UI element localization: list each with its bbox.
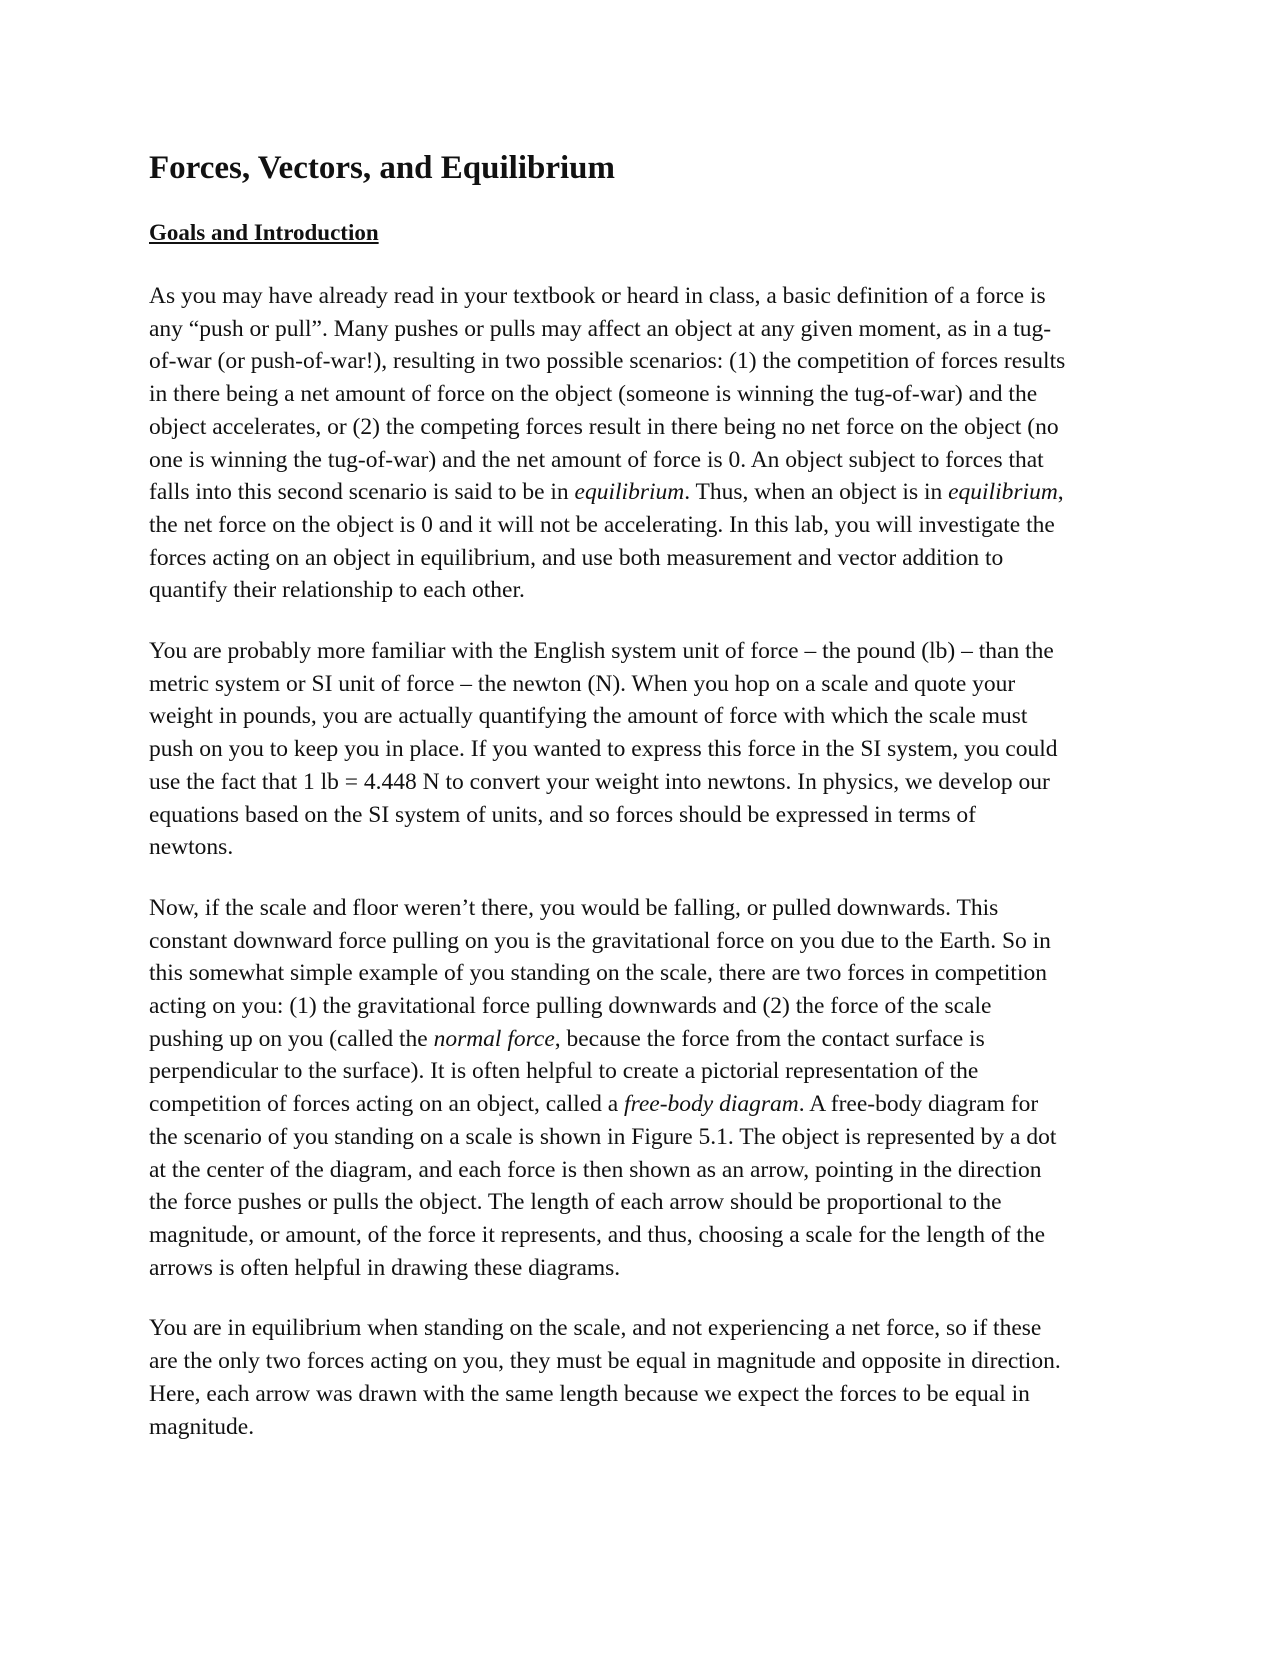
text-line: equations based on the SI system of units, and so forces should be expressed in terms of [149, 801, 976, 828]
emphasized-term: normal force [433, 1025, 555, 1052]
paragraph [149, 635, 1139, 864]
text-line: forces acting on an object in equilibrium, and use both measurement and vector addition to [149, 544, 1004, 571]
text-line: the force pushes or pulls the object. The length of each arrow should be proportional to the [149, 1189, 1002, 1216]
text-line: any “push or pull”. Many pushes or pulls may affect an object at any given moment, as in a tug- [149, 315, 1052, 342]
text-line: the net force on the object is 0 and it will not be accelerating. In this lab, you will investigate the [149, 511, 1055, 538]
text-line: Now, if the scale and floor weren’t there, you would be falling, or pulled downwards. This [149, 894, 999, 921]
text-line: one is winning the tug-of-war) and the net amount of force is 0. An object subject to forces that [149, 446, 1044, 473]
text-line: at the center of the diagram, and each force is then shown as an arrow, pointing in the direction [149, 1156, 1042, 1183]
emphasized-term: equilibrium [948, 479, 1058, 506]
emphasized-term: equilibrium [574, 479, 685, 506]
text-line: this somewhat simple example of you standing on the scale, there are two forces in competition [149, 960, 1047, 987]
text-line: constant downward force pulling on you is the gravitational force on you due to the Earth. So in [149, 927, 1051, 954]
text-line: falls into this second scenario is said to be in equilibrium. Thus, when an object is in equilibrium, [149, 479, 1064, 506]
text-line: magnitude, or amount, of the force it represents, and thus, choosing a scale for the length of the [149, 1221, 1045, 1248]
text-line: You are probably more familiar with the English system unit of force – the pound (lb) – than the [149, 638, 1054, 665]
text-line: perpendicular to the surface). It is often helpful to create a pictorial representation of the [149, 1058, 979, 1085]
text-line: Here, each arrow was drawn with the same length because we expect the forces to be equal in [149, 1380, 1030, 1407]
text-line: are the only two forces acting on you, they must be equal in magnitude and opposite in direction. [149, 1348, 1061, 1375]
text-line: quantify their relationship to each other. [149, 577, 525, 604]
document-page [149, 148, 1139, 1443]
paragraph [149, 280, 1139, 607]
text-line: of-war (or push-of-war!), resulting in two possible scenarios: (1) the competition of forces results [149, 348, 1066, 375]
text-line: push on you to keep you in place. If you wanted to express this force in the SI system, you could [149, 736, 1058, 763]
text-line: the scenario of you standing on a scale is shown in Figure 5.1. The object is represented by a dot [149, 1123, 1057, 1150]
text-line: object accelerates, or (2) the competing forces result in there being no net force on the object (no [149, 413, 1059, 440]
body-text [149, 280, 1139, 1443]
paragraph [149, 1312, 1139, 1443]
paragraph [149, 892, 1139, 1284]
text-line: magnitude. [149, 1413, 255, 1440]
text-line: pushing up on you (called the normal force, because the force from the contact surface is [149, 1025, 985, 1052]
document-title: Forces, Vectors, and Equilibrium [149, 150, 616, 186]
text-line: competition of forces acting on an object, called a free-body diagram. A free-body diagram for [149, 1091, 1039, 1118]
text-line: As you may have already read in your textbook or heard in class, a basic definition of a force is [149, 283, 1046, 309]
text-line: weight in pounds, you are actually quantifying the amount of force with which the scale must [149, 703, 1028, 730]
text-line: You are in equilibrium when standing on the scale, and not experiencing a net force, so if these [149, 1315, 1042, 1342]
text-line: arrows is often helpful in drawing these diagrams. [149, 1254, 621, 1281]
emphasized-term: free-body diagram [624, 1091, 799, 1118]
section-heading: Goals and Introduction [149, 220, 379, 245]
text-line: metric system or SI unit of force – the newton (N). When you hop on a scale and quote your [149, 670, 1016, 697]
text-line: acting on you: (1) the gravitational force pulling downwards and (2) the force of the scale [149, 993, 992, 1020]
text-line: use the fact that 1 lb = 4.448 N to convert your weight into newtons. In physics, we develop our [149, 768, 1050, 795]
text-line: in there being a net amount of force on the object (someone is winning the tug-of-war) and the [149, 381, 1038, 408]
text-line: newtons. [149, 834, 234, 861]
